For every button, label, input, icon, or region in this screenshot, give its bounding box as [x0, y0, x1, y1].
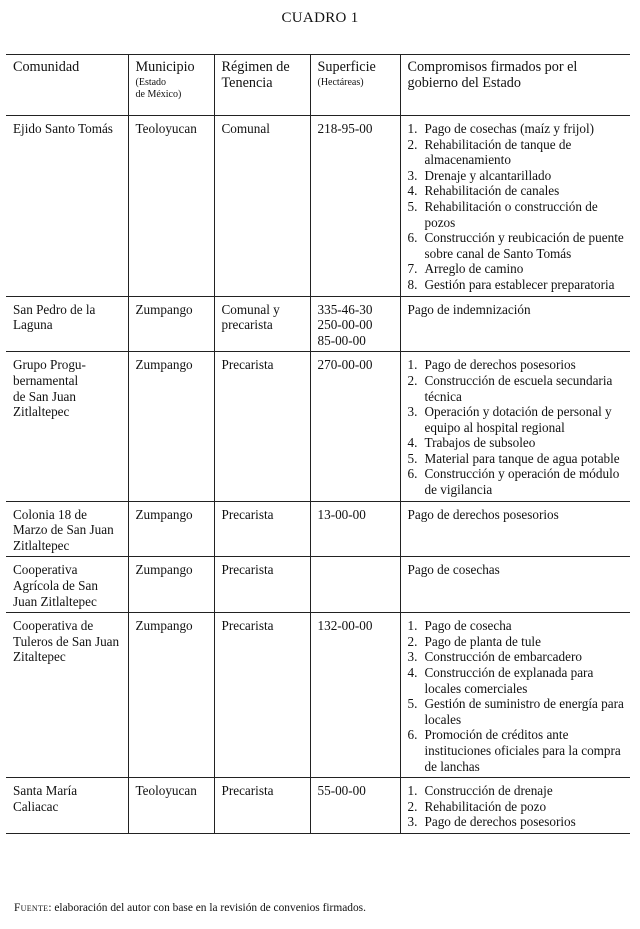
compromiso-item: [408, 665, 627, 696]
cell-superficie: [310, 116, 400, 297]
cell-comunidad: Colonia 18 de Marzo de San Juan Zitlaltepec: [6, 501, 128, 557]
item-text: Gestión de suministro de energía para locales: [424, 696, 624, 727]
item-text: Pago de derechos posesorios: [424, 814, 576, 830]
item-number: 2.: [407, 633, 418, 649]
item-text: Rehabilitación de pozo: [424, 798, 547, 814]
item-text: Construcción y operación de módulo de vigilancia: [424, 466, 620, 498]
compromiso-item: [408, 649, 627, 665]
cell-regimen: Precarista: [214, 778, 310, 834]
cell-compromisos: [400, 778, 630, 834]
header-compromisos: Compromisos firmados por el gobierno del Estado: [400, 55, 630, 116]
superficie-value: 132-00-00: [317, 618, 373, 634]
superficie-value: 218-95-00: [317, 121, 373, 136]
item-text: Construcción de embarcadero: [424, 649, 582, 665]
item-text: Promoción de créditos ante instituciones oficiales para la compra de lanchas: [424, 727, 621, 774]
item-number: 2.: [407, 136, 418, 152]
item-number: 4.: [407, 183, 418, 199]
cell-regimen: Precarista: [214, 613, 310, 778]
data-table: [6, 54, 630, 834]
comunidad-line: Grupo Progu-: [13, 357, 86, 373]
cell-compromisos: Pago de indemnización: [400, 296, 630, 352]
superficie-value: 270-00-00: [317, 357, 373, 373]
item-number: 4.: [407, 435, 418, 451]
item-text: Trabajos de subsoleo: [424, 435, 536, 451]
item-number: 2.: [407, 798, 418, 814]
item-number: 8.: [407, 276, 418, 292]
item-number: 5.: [407, 696, 418, 712]
item-text: Pago de planta de tule: [424, 633, 541, 649]
item-number: 3.: [407, 167, 418, 183]
cell-comunidad: San Pedro de la Laguna: [6, 296, 128, 352]
source-text: : elaboración del autor con base en la revisión de convenios firmados.: [48, 902, 366, 914]
cell-superficie: [310, 778, 400, 834]
header-municipio: Municipio (Estado de México): [128, 55, 214, 116]
compromiso-item: [408, 727, 627, 774]
item-number: 3.: [407, 404, 418, 420]
cell-comunidad: [6, 352, 128, 501]
table-body: [6, 116, 630, 834]
compromiso-item: [408, 261, 627, 277]
superficie-value: 85-00-00: [317, 332, 366, 348]
cell-superficie: [310, 296, 400, 352]
cell-superficie: [310, 352, 400, 501]
item-number: 5.: [407, 198, 418, 214]
header-superficie: Superficie (Hectáreas): [310, 55, 400, 116]
cell-regimen: Precarista: [214, 352, 310, 501]
item-number: 6.: [407, 727, 418, 743]
item-number: 4.: [407, 665, 418, 680]
item-text: Material para tanque de agua potable: [424, 450, 620, 466]
compromiso-item: [408, 451, 627, 467]
table-row: [6, 352, 630, 501]
cell-comunidad: Cooperativa Agrícola de San Juan Zitlaltepec: [6, 557, 128, 613]
cell-municipio: Zumpango: [128, 352, 214, 501]
compromiso-item: [408, 435, 627, 451]
comunidad-line: Zitlaltepec: [13, 404, 70, 420]
item-number: 3.: [407, 649, 418, 665]
item-number: 1.: [407, 357, 418, 373]
compromiso-item: [408, 404, 627, 435]
compromiso-item: [408, 799, 627, 815]
item-number: 1.: [407, 121, 418, 136]
item-number: 1.: [407, 618, 418, 634]
compromisos-list: [408, 618, 627, 774]
superficie-value: 335-46-30: [317, 301, 373, 317]
header-superficie-sub: (Hectáreas): [317, 76, 364, 88]
item-text: Construcción de drenaje: [424, 783, 553, 799]
cell-compromisos: [400, 613, 630, 778]
item-text: Drenaje y alcantarillado: [424, 167, 552, 183]
compromiso-item: [408, 696, 627, 727]
item-text: Construcción de explanada para locales comerciales: [424, 665, 594, 696]
cell-municipio: Zumpango: [128, 296, 214, 352]
source-note: [14, 902, 624, 914]
table-row: [6, 116, 630, 297]
comunidad-line: bernamental: [13, 372, 79, 388]
header-comunidad: Comunidad: [6, 55, 128, 116]
item-text: Rehabilitación de canales: [424, 183, 560, 199]
item-text: Operación y dotación de personal y equipo al hospital regional: [424, 404, 612, 435]
item-number: 5.: [407, 450, 418, 466]
item-text: Pago de cosecha: [424, 618, 512, 634]
header-municipio-sub-1: (Estado: [135, 76, 167, 88]
superficie-value: 13-00-00: [317, 506, 366, 522]
cell-superficie: [310, 501, 400, 557]
item-text: Construcción de escuela secundaria técnica: [424, 372, 613, 404]
compromiso-item: [408, 814, 627, 830]
source-label: Fuente: [14, 902, 49, 914]
table-row: [6, 296, 630, 352]
compromiso-item: [408, 199, 627, 230]
compromiso-item: [408, 183, 627, 199]
table-title: CUADRO 1: [281, 10, 359, 26]
cell-compromisos: [400, 352, 630, 501]
table-row: [6, 501, 630, 557]
item-text: Pago de cosechas (maíz y frijol): [424, 121, 595, 136]
cell-comunidad: Santa María Caliacac: [6, 778, 128, 834]
item-text: Pago de derechos posesorios: [424, 357, 576, 373]
item-number: 1.: [407, 783, 418, 799]
cell-compromisos: Pago de cosechas: [400, 557, 630, 613]
item-number: 7.: [407, 261, 418, 277]
table-row: [6, 557, 630, 613]
item-text: Gestión para establecer preparatoria: [424, 276, 615, 292]
item-number: 3.: [407, 814, 418, 830]
superficie-value: 250-00-00: [317, 317, 373, 333]
item-text: Arreglo de camino: [424, 261, 524, 277]
cell-municipio: Teoloyucan: [128, 116, 214, 297]
table-row: [6, 613, 630, 778]
superficie-value: 55-00-00: [317, 783, 366, 799]
cell-superficie: [310, 557, 400, 613]
cell-compromisos: Pago de derechos posesorios: [400, 501, 630, 557]
compromiso-item: [408, 357, 627, 373]
compromiso-item: [408, 168, 627, 184]
item-text: Construcción y reubicación de puente sobre canal de Santo Tomás: [424, 230, 624, 261]
compromiso-item: [408, 230, 627, 261]
cell-regimen: Comunal y precarista: [214, 296, 310, 352]
header-regimen: Régimen de Tenencia: [214, 55, 310, 116]
cell-compromisos: [400, 116, 630, 297]
cell-regimen: Precarista: [214, 557, 310, 613]
compromiso-item: [408, 137, 627, 168]
compromiso-item: [408, 634, 627, 650]
compromisos-list: [408, 357, 627, 497]
compromisos-list: [408, 783, 627, 830]
compromisos-list: [408, 121, 627, 293]
compromiso-item: [408, 277, 627, 293]
table-row: [6, 778, 630, 834]
compromiso-item: [408, 121, 627, 137]
item-number: 6.: [407, 466, 418, 482]
cell-regimen: Precarista: [214, 501, 310, 557]
compromiso-item: [408, 783, 627, 799]
item-text: Rehabilitación de tanque de almacenamiento: [424, 136, 572, 168]
item-number: 2.: [407, 372, 418, 388]
item-number: 6.: [407, 230, 418, 246]
compromiso-item: [408, 373, 627, 404]
cell-comunidad: Ejido Santo Tomás: [6, 116, 128, 297]
cell-municipio: Zumpango: [128, 501, 214, 557]
cell-comunidad: Cooperativa de Tuleros de San Juan Zitaltepec: [6, 613, 128, 778]
cell-municipio: Teoloyucan: [128, 778, 214, 834]
comunidad-line: de San Juan: [13, 388, 76, 404]
cell-regimen: Comunal: [214, 116, 310, 297]
header-municipio-sub-2: de México): [135, 88, 182, 100]
cell-superficie: [310, 613, 400, 778]
compromiso-item: [408, 466, 627, 497]
cell-municipio: Zumpango: [128, 557, 214, 613]
item-text: Rehabilitación o construcción de pozos: [424, 198, 598, 230]
compromiso-item: [408, 618, 627, 634]
cell-municipio: Zumpango: [128, 613, 214, 778]
header-row: [6, 55, 630, 116]
